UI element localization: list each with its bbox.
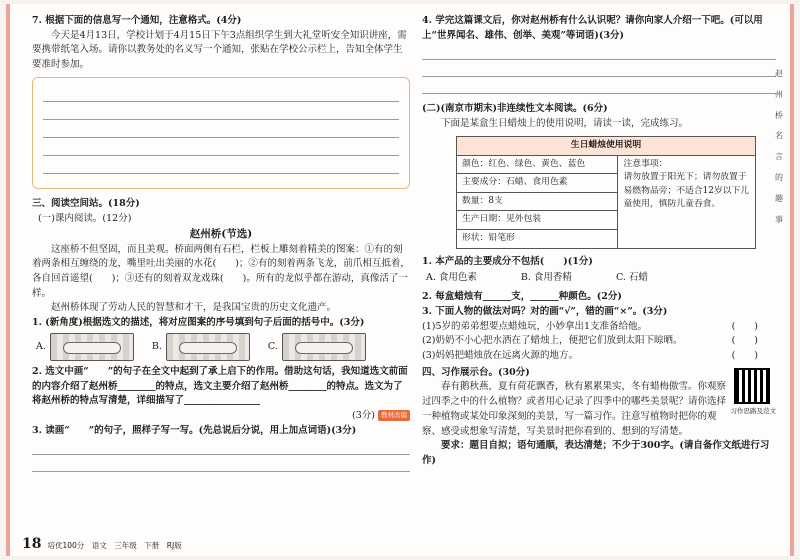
worksheet-page: [6, 4, 794, 556]
carving-image-icon: [282, 333, 366, 361]
qr-label: 习作思路及范文: [730, 407, 776, 416]
writing-line: [43, 156, 399, 174]
answer-line[interactable]: [32, 455, 410, 472]
section3-title: 三、阅读空间站。(18分): [32, 197, 140, 209]
carving-image-icon: [166, 333, 250, 361]
side-char: 名: [775, 131, 783, 141]
option-b[interactable]: [152, 333, 250, 361]
q1-text: 1. (新角度)根据选文的描述，将对应图案的序号填到句子后面的括号中。(3分): [32, 317, 365, 329]
table-row: 颜色：红色、绿色、黄色、蓝色: [457, 155, 618, 174]
page-footer: [22, 534, 182, 556]
judge-item: [422, 334, 776, 349]
candle-spec-table: [456, 136, 756, 249]
writing-line: [43, 84, 399, 102]
page-number: 18: [22, 536, 42, 552]
writing-line: [43, 138, 399, 156]
option-c-label: C.: [267, 340, 278, 352]
q2-text: 2. 选文中画“ ”的句子在全文中起到了承上启下的作用。借助这句话，我知道选文前面的内容介绍了赵州桥________的特点，选文主要介绍了赵州桥________的特点。选文为了将赵州桥的特点写清楚，详细描写了________________: [32, 365, 408, 407]
sq1-option-c[interactable]: C. 石蜡: [615, 272, 648, 284]
q2-score: (3分): [352, 410, 375, 422]
judge-item-text: (1)5岁的弟弟想要点蜡烛玩，小妙拿出1支准备给他。: [422, 320, 648, 332]
section4-req: 要求：题目自拟；语句通顺，表达清楚；不少于300字。(请自备作文纸进行习作): [422, 440, 770, 466]
side-char: 赵: [775, 69, 783, 78]
side-char: 事: [775, 214, 783, 224]
judge-item-text: (3)妈妈把蜡烛放在远离火源的地方。: [422, 349, 578, 361]
answer-line[interactable]: [422, 43, 776, 60]
sq1-option-b[interactable]: B. 食用香精: [520, 272, 572, 284]
section2-intro: 下面是某盒生日蜡烛上的使用说明，请读一读，完成练习。: [441, 118, 689, 130]
q3-text: 3. 读画“ ”的句子，照样子写一写。(先总说后分说，用上加点词语)(3分): [32, 424, 357, 436]
side-char: 的: [775, 172, 783, 182]
option-a-label: A.: [36, 340, 46, 352]
side-char: 趣: [775, 193, 783, 203]
side-char: 州: [775, 89, 783, 99]
section4-body: [422, 380, 776, 439]
judge-item-text: (2)奶奶不小心把水洒在了蜡烛上，便把它们放到太阳下晾晒。: [422, 335, 683, 347]
option-a[interactable]: [36, 333, 134, 361]
q4-text: 4. 学完这篇课文后，你对赵州桥有什么认识呢？请你向家人介绍一下吧。(可以用上“世界闻名、雄伟、创举、美观”等词语)(3分): [422, 15, 763, 41]
carving-image-icon: [50, 333, 134, 361]
q1-options: [36, 333, 410, 361]
sq1-options: [426, 271, 776, 286]
answer-line[interactable]: [422, 77, 776, 94]
section3-sub: (一)课内阅读。(12分): [38, 212, 132, 224]
judge-mark-box[interactable]: ( ): [731, 320, 758, 332]
answer-line[interactable]: [32, 438, 410, 455]
sq1-option-a[interactable]: A. 食用色素: [426, 272, 477, 284]
answer-line[interactable]: [422, 60, 776, 77]
sq3-text: 3. 下面人物的做法对吗？对的画“√”，错的画“×”。(3分): [422, 305, 668, 317]
textbook-badge: 教材改编: [378, 410, 410, 421]
passage-title: 赵州桥(节选): [189, 228, 253, 241]
section2-title: (二)(南京市期末)非连续性文本阅读。(6分): [422, 103, 608, 115]
judge-mark-box[interactable]: ( ): [731, 349, 758, 361]
q7-title: 7. 根据下面的信息写一个通知，注意格式。(4分): [32, 15, 242, 26]
writing-line: [43, 102, 399, 120]
sq2-text: 2. 每盒蜡烛有______支，______种颜色。(2分): [422, 291, 622, 303]
qr-code-icon[interactable]: [734, 368, 770, 404]
side-char: 桥: [775, 110, 783, 120]
table-title: 生日蜡烛使用说明: [457, 136, 756, 155]
option-b-label: B.: [151, 340, 162, 352]
left-column: [32, 14, 410, 472]
q7-text: 今天是4月13日，学校计划于4月15日下午3点组织学生到大礼堂听安全知识讲座，需要携带纸笔入场。请你以教务处的名义写一个通知，张贴在学校公示栏上，告知全体学生要准时参加。: [32, 29, 407, 71]
section4-text: 春有鹅秋燕，夏有荷花飘香，秋有累累果实，冬有蜡梅傲雪。你观察过四季之中的什么植物？或者用心记录了四季中的哪些美景呢？请你选择一种植物或某处印象深刻的美景，写一篇习作。注意写植物时把你的观察、感受或想象写清楚，写美景时把你看到的、想到的写清楚。: [422, 381, 727, 437]
sq1-text: 1. 本产品的主要成分不包括( )(1分): [422, 255, 593, 267]
option-c[interactable]: [268, 333, 366, 361]
table-row: 生产日期：见外包装: [457, 211, 618, 230]
table-note: 注意事项： 请勿放置于阳光下；请勿放置于易燃物品旁；不适合12岁以下儿童使用，慎防儿童吞食。: [618, 155, 756, 248]
writing-line: [43, 120, 399, 138]
judge-item: [422, 320, 776, 335]
judge-mark-box[interactable]: ( ): [731, 335, 758, 347]
table-row: 形状：铅笔形: [457, 230, 618, 249]
notice-writing-box[interactable]: [32, 77, 410, 189]
section4-title: 四、习作展示台。(30分): [422, 366, 530, 378]
table-row: 数量：8支: [457, 192, 618, 211]
judge-item: [422, 349, 776, 364]
right-column: [422, 14, 776, 469]
passage-p1: 这座桥不但坚固，而且美观。桥面两侧有石栏，栏板上雕刻着精美的图案：①有的刻着两条相互缠绕的龙，嘴里吐出美丽的水花( )；②有的刻着两条飞龙，前爪相互抵着，各自回首遥望( )；③还有的刻着双龙戏珠( )。所有的龙似乎都在游动，真像活了一样。: [32, 243, 410, 299]
q2-score-row: [32, 409, 410, 424]
side-char: 言: [775, 152, 783, 162]
footer-text: 培优100分 语文 三年级 下册 RJ版: [47, 541, 182, 550]
passage-p2: 赵州桥体现了劳动人民的智慧和才干，是我国宝贵的历史文化遗产。: [51, 302, 337, 314]
side-strip: [768, 64, 790, 230]
table-row: 主要成分：石蜡、食用色素: [457, 174, 618, 193]
